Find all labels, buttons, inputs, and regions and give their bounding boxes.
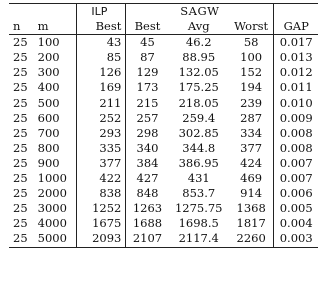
cell-gap: 0.004 bbox=[279, 216, 313, 231]
table-row bbox=[9, 35, 318, 51]
cell-sagw-avg: 218.05 bbox=[178, 95, 219, 110]
cell-m: 200 bbox=[38, 50, 77, 65]
cell-sagw-avg: 46.2 bbox=[185, 35, 212, 50]
cell-sagw-worst: 239 bbox=[229, 96, 274, 111]
cell-sagw-worst: 1368 bbox=[229, 201, 274, 216]
table-row bbox=[9, 126, 318, 141]
cell-sagw-avg: 2117.4 bbox=[169, 231, 229, 247]
cell-ilp-best: 2093 bbox=[77, 231, 126, 247]
cell-m: 900 bbox=[38, 156, 77, 171]
cell-ilp-best: 1675 bbox=[77, 216, 126, 231]
cell-ilp-best: 293 bbox=[77, 126, 126, 141]
ilp-group-header: ILP bbox=[77, 4, 126, 20]
cell-gap: 0.006 bbox=[279, 186, 313, 201]
cell-sagw-best: 173 bbox=[136, 80, 159, 95]
cell-gap: 0.005 bbox=[279, 201, 313, 216]
sagw-group-header: SAGW bbox=[126, 4, 274, 20]
cell-sagw-best: 427 bbox=[136, 171, 159, 186]
cell-sagw-best: 45 bbox=[140, 35, 155, 50]
cell-sagw-best: 257 bbox=[136, 110, 159, 125]
table-row bbox=[9, 80, 318, 95]
header-sagw-best: Best bbox=[126, 19, 169, 35]
header-sagw-avg: Avg bbox=[169, 19, 229, 35]
cell-ilp-best: 252 bbox=[77, 111, 126, 126]
cell-ilp-best: 43 bbox=[77, 35, 126, 51]
cell-gap: 0.008 bbox=[279, 140, 313, 155]
cell-n: 25 bbox=[13, 110, 28, 125]
cell-n: 25 bbox=[13, 35, 28, 50]
cell-sagw-best: 1263 bbox=[132, 201, 163, 216]
cell-m: 1000 bbox=[38, 171, 77, 186]
cell-ilp-best: 377 bbox=[77, 156, 126, 171]
cell-sagw-worst: 194 bbox=[229, 80, 274, 95]
cell-m: 400 bbox=[38, 80, 77, 95]
cell-sagw-avg: 302.85 bbox=[178, 125, 219, 140]
table-row bbox=[9, 96, 318, 111]
cell-gap: 0.003 bbox=[274, 231, 318, 247]
cell-n: 25 bbox=[13, 171, 28, 186]
cell-sagw-worst: 1817 bbox=[229, 216, 274, 231]
cell-n: 25 bbox=[13, 216, 28, 231]
cell-gap: 0.011 bbox=[279, 80, 313, 95]
cell-sagw-best: 384 bbox=[136, 155, 159, 170]
header-sagw-worst: Worst bbox=[229, 19, 274, 35]
cell-n: 25 bbox=[13, 65, 28, 80]
cell-sagw-worst: 469 bbox=[229, 171, 274, 186]
cell-sagw-best: 87 bbox=[140, 50, 155, 65]
cell-m: 300 bbox=[38, 65, 77, 80]
results-table-body bbox=[9, 4, 318, 248]
cell-sagw-best: 215 bbox=[136, 95, 159, 110]
cell-gap: 0.008 bbox=[279, 125, 313, 140]
header-m: m bbox=[38, 19, 77, 35]
table-row bbox=[9, 216, 318, 231]
cell-n: 25 bbox=[13, 155, 28, 170]
cell-sagw-avg: 88.95 bbox=[182, 50, 216, 65]
cell-sagw-avg: 431 bbox=[187, 171, 210, 186]
group-header-empty-n bbox=[9, 4, 38, 20]
table-row bbox=[9, 171, 318, 186]
group-header-row bbox=[9, 4, 318, 20]
header-gap: GAP bbox=[274, 19, 318, 35]
cell-n: 25 bbox=[13, 50, 28, 65]
cell-n: 25 bbox=[13, 186, 28, 201]
cell-sagw-worst: 287 bbox=[229, 111, 274, 126]
cell-n: 25 bbox=[13, 80, 28, 95]
group-header-empty-m bbox=[38, 4, 77, 20]
cell-sagw-avg: 259.4 bbox=[182, 110, 216, 125]
cell-ilp-best: 1252 bbox=[77, 201, 126, 216]
cell-sagw-avg: 344.8 bbox=[182, 140, 216, 155]
cell-sagw-worst: 152 bbox=[229, 65, 274, 80]
cell-sagw-worst: 377 bbox=[229, 141, 274, 156]
cell-n: 25 bbox=[13, 201, 28, 216]
cell-sagw-worst: 334 bbox=[229, 126, 274, 141]
table-row bbox=[9, 50, 318, 65]
cell-sagw-worst: 424 bbox=[229, 156, 274, 171]
cell-m: 2000 bbox=[38, 186, 77, 201]
table-row bbox=[9, 65, 318, 80]
cell-ilp-best: 169 bbox=[77, 80, 126, 95]
cell-sagw-avg: 1698.5 bbox=[178, 216, 219, 231]
group-header-empty-gap bbox=[274, 4, 318, 20]
cell-m: 3000 bbox=[38, 201, 77, 216]
table-row bbox=[9, 111, 318, 126]
table-row bbox=[9, 186, 318, 201]
cell-sagw-best: 129 bbox=[136, 65, 159, 80]
cell-sagw-best: 298 bbox=[136, 125, 159, 140]
cell-gap: 0.017 bbox=[279, 35, 313, 50]
cell-ilp-best: 211 bbox=[77, 96, 126, 111]
cell-n: 25 bbox=[13, 140, 28, 155]
cell-gap: 0.012 bbox=[279, 65, 313, 80]
cell-gap: 0.007 bbox=[279, 155, 313, 170]
cell-m: 700 bbox=[38, 126, 77, 141]
cell-gap: 0.009 bbox=[279, 110, 313, 125]
cell-n: 25 bbox=[9, 231, 38, 247]
cell-m: 100 bbox=[38, 35, 77, 51]
table-row bbox=[9, 156, 318, 171]
cell-m: 4000 bbox=[38, 216, 77, 231]
cell-ilp-best: 335 bbox=[77, 141, 126, 156]
cell-n: 25 bbox=[13, 125, 28, 140]
cell-n: 25 bbox=[13, 95, 28, 110]
cell-m: 600 bbox=[38, 111, 77, 126]
cell-sagw-best: 340 bbox=[136, 140, 159, 155]
cell-sagw-best: 2107 bbox=[126, 231, 169, 247]
header-n: n bbox=[9, 19, 38, 35]
cell-sagw-worst: 2260 bbox=[229, 231, 274, 247]
cell-m: 800 bbox=[38, 141, 77, 156]
cell-sagw-avg: 175.25 bbox=[178, 80, 219, 95]
table-row bbox=[9, 231, 318, 247]
cell-gap: 0.007 bbox=[279, 171, 313, 186]
cell-ilp-best: 85 bbox=[77, 50, 126, 65]
cell-sagw-worst: 58 bbox=[229, 35, 274, 51]
cell-sagw-best: 848 bbox=[136, 186, 159, 201]
table-row bbox=[9, 201, 318, 216]
cell-gap: 0.010 bbox=[279, 95, 313, 110]
cell-sagw-worst: 100 bbox=[229, 50, 274, 65]
cell-m: 500 bbox=[38, 96, 77, 111]
cell-ilp-best: 126 bbox=[77, 65, 126, 80]
cell-sagw-avg: 1275.75 bbox=[174, 201, 223, 216]
cell-gap: 0.013 bbox=[279, 50, 313, 65]
cell-sagw-worst: 914 bbox=[229, 186, 274, 201]
cell-ilp-best: 838 bbox=[77, 186, 126, 201]
results-table bbox=[9, 3, 318, 248]
cell-m: 5000 bbox=[38, 231, 77, 247]
table-row bbox=[9, 141, 318, 156]
header-ilp-best: Best bbox=[77, 19, 126, 35]
cell-sagw-avg: 853.7 bbox=[182, 186, 216, 201]
cell-sagw-avg: 386.95 bbox=[178, 155, 219, 170]
column-header-row bbox=[9, 19, 318, 35]
cell-ilp-best: 422 bbox=[77, 171, 126, 186]
cell-sagw-best: 1688 bbox=[132, 216, 163, 231]
cell-sagw-avg: 132.05 bbox=[178, 65, 219, 80]
